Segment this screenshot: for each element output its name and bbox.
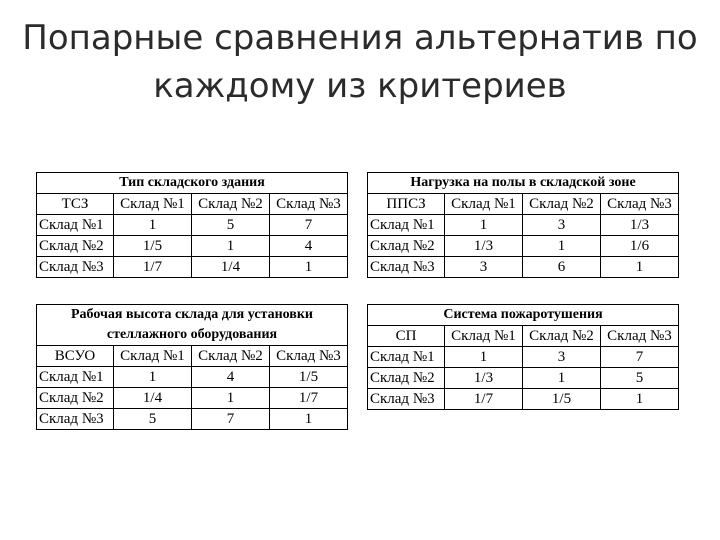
table-cell: 1 (114, 215, 192, 236)
slide-title (0, 14, 720, 110)
row-label: Склад №1 (368, 347, 445, 368)
table-heading-row (368, 173, 679, 194)
table-cell: 3 (523, 215, 601, 236)
table-cell: 1/3 (601, 215, 679, 236)
column-header: Склад №3 (601, 194, 679, 215)
table-cell: 1 (523, 368, 601, 389)
row-label: Склад №3 (368, 257, 445, 278)
column-header: Склад №1 (445, 194, 523, 215)
table-cell: 1 (601, 257, 679, 278)
criterion-code-header: ВСУО (37, 346, 114, 367)
row-label: Склад №3 (37, 257, 114, 278)
table-cell: 4 (270, 236, 348, 257)
table-cell: 1 (445, 215, 523, 236)
row-label: Склад №3 (37, 409, 114, 430)
table-cell: 1/7 (270, 388, 348, 409)
comparison-table-working-height (36, 304, 348, 430)
table-cell: 1/5 (523, 389, 601, 410)
row-label: Склад №1 (368, 215, 445, 236)
comparison-table-building-type (36, 172, 348, 278)
row-label: Склад №2 (37, 236, 114, 257)
table-cell: 5 (114, 409, 192, 430)
column-header: Склад №1 (445, 326, 523, 347)
column-header: Склад №3 (270, 346, 348, 367)
table-heading: Тип складского здания (37, 173, 348, 194)
table-cell: 1/4 (114, 388, 192, 409)
row-label: Склад №1 (37, 367, 114, 388)
table-row (37, 257, 348, 278)
table-cell: 1 (270, 409, 348, 430)
column-header: Склад №1 (114, 194, 192, 215)
table-row (37, 367, 348, 388)
table-heading: Нагрузка на полы в складской зоне (368, 173, 679, 194)
column-header: Склад №2 (523, 194, 601, 215)
table-cell: 1/5 (114, 236, 192, 257)
table-cell: 5 (192, 215, 270, 236)
table-cell: 4 (192, 367, 270, 388)
table-cell: 1 (192, 236, 270, 257)
column-header: Склад №2 (192, 346, 270, 367)
table-heading: Рабочая высота склада для установки стеллажного оборудования (37, 305, 348, 346)
table-row (37, 409, 348, 430)
table-cell: 1/3 (445, 368, 523, 389)
comparison-table-fire-system (367, 304, 679, 410)
table-row (368, 236, 679, 257)
row-label: Склад №1 (37, 215, 114, 236)
row-label: Склад №2 (368, 368, 445, 389)
table-row (37, 215, 348, 236)
table-cell: 3 (445, 257, 523, 278)
column-header: Склад №1 (114, 346, 192, 367)
table-row (368, 368, 679, 389)
row-label: Склад №3 (368, 389, 445, 410)
table-cell: 1 (445, 347, 523, 368)
column-header: Склад №2 (523, 326, 601, 347)
table-row (368, 257, 679, 278)
criterion-code-header: СП (368, 326, 445, 347)
table-row (37, 388, 348, 409)
table-row (368, 347, 679, 368)
row-label: Склад №2 (37, 388, 114, 409)
table-header-row (37, 346, 348, 367)
table-cell: 1/7 (114, 257, 192, 278)
table-heading-row (37, 305, 348, 346)
column-header: Склад №2 (192, 194, 270, 215)
table-cell: 3 (523, 347, 601, 368)
table-heading-row (368, 305, 679, 326)
table-row (368, 215, 679, 236)
table-cell: 1/3 (445, 236, 523, 257)
table-cell: 1/6 (601, 236, 679, 257)
table-heading: Система пожаротушения (368, 305, 679, 326)
table-row (368, 389, 679, 410)
table-cell: 1 (114, 367, 192, 388)
table-cell: 1 (270, 257, 348, 278)
row-label: Склад №2 (368, 236, 445, 257)
table-cell: 7 (270, 215, 348, 236)
criterion-code-header: ТСЗ (37, 194, 114, 215)
table-header-row (37, 194, 348, 215)
criterion-code-header: ППСЗ (368, 194, 445, 215)
slide-title-line-1: Попарные сравнения альтернатив по (22, 18, 698, 58)
comparison-table-floor-load (367, 172, 679, 278)
slide-title-line-2: каждому из критериев (153, 66, 567, 106)
table-cell: 6 (523, 257, 601, 278)
table-header-row (368, 326, 679, 347)
table-cell: 1 (192, 388, 270, 409)
column-header: Склад №3 (270, 194, 348, 215)
table-heading-row (37, 173, 348, 194)
table-cell: 1/4 (192, 257, 270, 278)
table-cell: 1/7 (445, 389, 523, 410)
table-cell: 1 (601, 389, 679, 410)
column-header: Склад №3 (601, 326, 679, 347)
table-cell: 1/5 (270, 367, 348, 388)
table-cell: 7 (601, 347, 679, 368)
table-cell: 5 (601, 368, 679, 389)
table-header-row (368, 194, 679, 215)
table-cell: 1 (523, 236, 601, 257)
table-cell: 7 (192, 409, 270, 430)
table-row (37, 236, 348, 257)
